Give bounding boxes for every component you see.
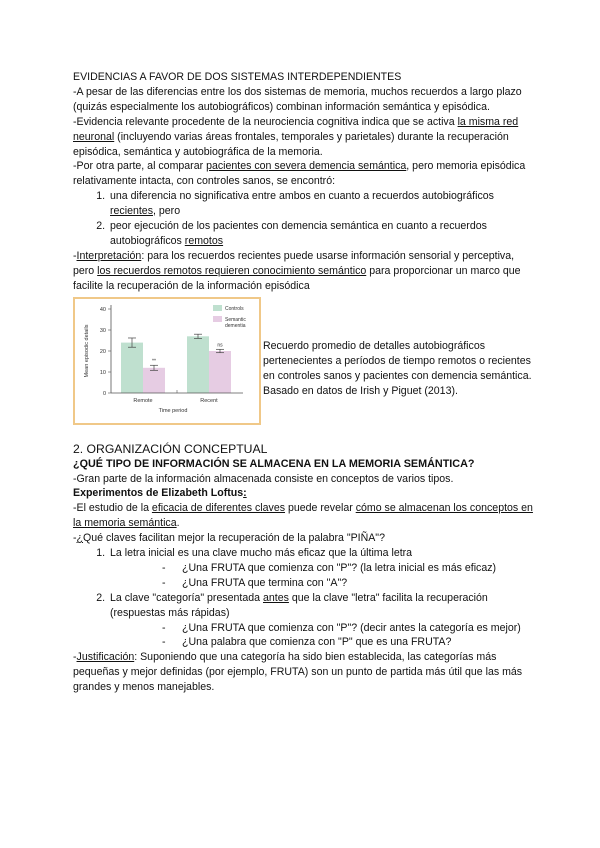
underlined-text: ¿: [76, 532, 84, 545]
text: .: [176, 517, 180, 530]
text: peor ejecución de los pacientes con demencia semántica en cuanto a recuerdos autobiográficos: [110, 220, 487, 247]
section2-title: 2. ORGANIZACIÓN CONCEPTUAL: [73, 441, 268, 456]
x-tick-label: Recent: [200, 397, 218, 404]
underlined-text: remotos: [184, 234, 224, 247]
paragraph: [73, 650, 533, 695]
underlined-text: recientes: [110, 205, 153, 218]
text: , pero: [153, 205, 181, 218]
significance-label: **: [152, 357, 156, 364]
y-tick-label: 20: [99, 348, 106, 355]
paragraph: [73, 115, 533, 160]
y-tick-label: 0: [102, 390, 106, 397]
legend-label: Controls: [225, 305, 244, 312]
underlined-text: pacientes con severa demencia semántica: [206, 160, 407, 173]
bar-controls: [121, 342, 143, 392]
text: La clave "categoría" presentada: [110, 591, 263, 604]
paragraph: [73, 501, 533, 531]
list-item: - ¿Una FRUTA que comienza con "P"? (decir antes la categoría es mejor): [162, 621, 533, 636]
underlined-text: eficacia de diferentes claves: [151, 502, 286, 515]
underlined-text: los recuerdos remotos requieren conocimiento semántico: [97, 264, 367, 277]
legend-swatch: [213, 316, 222, 322]
list-item: - ¿Una FRUTA que termina con "A"?: [162, 576, 533, 591]
paragraph: [73, 531, 533, 546]
text: : para los recuerdos recientes puede usarse información sensorial y perceptiva, pero: [73, 249, 515, 277]
bar-chart: [75, 299, 259, 423]
section1-title: EVIDENCIAS A FAVOR DE DOS SISTEMAS INTERDEPENDIENTES: [73, 71, 402, 83]
numbered-list: [73, 189, 533, 249]
text: (incluyendo varias áreas frontales, temporales y parietales) durante la recuperación episódica, semántica y autobiográfica de la memoria.: [73, 130, 509, 158]
list-item: [108, 546, 533, 591]
list-item: [108, 591, 533, 651]
text: -El estudio de la: [73, 502, 152, 515]
underlined-text: cómo se almacenan los conceptos en la memoria semántica: [73, 502, 533, 530]
text: Qué claves facilitan mejor la recuperación de la palabra "PIÑA"?: [83, 532, 385, 545]
bar-semantic-dementia: [143, 367, 165, 392]
bar-controls: [187, 336, 209, 393]
underlined-text: Interpretación: [76, 249, 142, 262]
underlined-text: antes: [263, 591, 289, 604]
list-item: [108, 189, 533, 219]
text: -: [73, 532, 77, 545]
x-tick-label: Remote: [133, 397, 153, 404]
legend-label: dementia: [225, 322, 246, 329]
text: que la clave "letra" facilita la recuperación (respuestas más rápidas): [110, 591, 488, 619]
figure-caption: Recuerdo promedio de detalles autobiográficos pertenecientes a períodos de tiempo remotos o recientes en controles sanos y pacientes con demencia semántica. Basado en datos de Irish y Piguet (2013).: [263, 339, 532, 397]
underlined-text: la misma red neuronal: [73, 115, 519, 143]
text: -Evidencia relevante procedente de la neurociencia cognitiva indica que se activa: [73, 115, 458, 128]
paragraph: -Interpretación: para los recuerdos recientes puede usarse información sensorial y perceptiva, pero los recuerdos remotos requieren conocimiento semántico para proporcionar un marco que facilite la recuperación de la información episódica: [73, 249, 521, 292]
text: -A pesar de las diferencias entre los dos sistemas de memoria, muchos recuerdos a largo plazo (quizás especialmente los autobiográficos) combinan información semántica y episódica.: [73, 85, 522, 113]
text: : Suponiendo que una categoría ha sido bien establecida, las categorías más pequeñas y mejor definidas (por ejemplo, FRUTA) son un punto de partida más útil que las más grandes y menos manejables.: [73, 651, 523, 694]
text: -: [73, 651, 77, 664]
text: , pero memoria episódica relativamente intacta, con controles sanos, se encontró:: [73, 160, 526, 188]
text: una diferencia no significativa entre ambos en cuanto a recuerdos autobiográficos: [110, 190, 494, 203]
legend-label: Semantic: [225, 316, 246, 323]
experiment-heading: [73, 486, 533, 501]
figure-row: [73, 297, 533, 415]
bold-text: :: [243, 487, 247, 500]
numbered-list: [73, 546, 533, 650]
y-axis-label: Mean episodic details: [84, 324, 90, 378]
paragraph: [73, 85, 533, 115]
question-heading: ¿QUÉ TIPO DE INFORMACIÓN SE ALMACENA EN LA MEMORIA SEMÁNTICA?: [73, 457, 475, 470]
bold-text: Experimentos de Elizabeth Loftus: [73, 487, 244, 500]
chart-figure: [73, 297, 261, 425]
x-axis-label: Time period: [158, 407, 188, 414]
list-item: [108, 219, 533, 249]
legend-swatch: [213, 305, 222, 311]
y-tick-label: 40: [99, 306, 106, 313]
y-tick-label: 10: [99, 369, 106, 376]
underlined-text: Justificación: [76, 651, 135, 664]
list-item: - ¿Una FRUTA que comienza con "P"? (la letra inicial es más eficaz): [162, 561, 533, 576]
bar-semantic-dementia: [209, 351, 231, 393]
text: puede revelar: [285, 502, 356, 515]
dash-list: [110, 621, 533, 651]
paragraph: -Gran parte de la información almacenada consiste en conceptos de varios tipos.: [73, 472, 454, 485]
list-item: - ¿Una palabra que comienza con "P" que es una FRUTA?: [162, 635, 533, 650]
y-tick-label: 30: [99, 327, 106, 334]
text: La letra inicial es una clave mucho más eficaz que la última letra: [110, 547, 413, 560]
text: para proporcionar un marco que facilite la recuperación de la información episódica: [73, 264, 521, 292]
dash-list: [110, 561, 533, 591]
document-page: [73, 70, 533, 695]
significance-label: ns: [217, 341, 223, 348]
paragraph: [73, 159, 533, 189]
text: -Por otra parte, al comparar: [73, 160, 207, 173]
